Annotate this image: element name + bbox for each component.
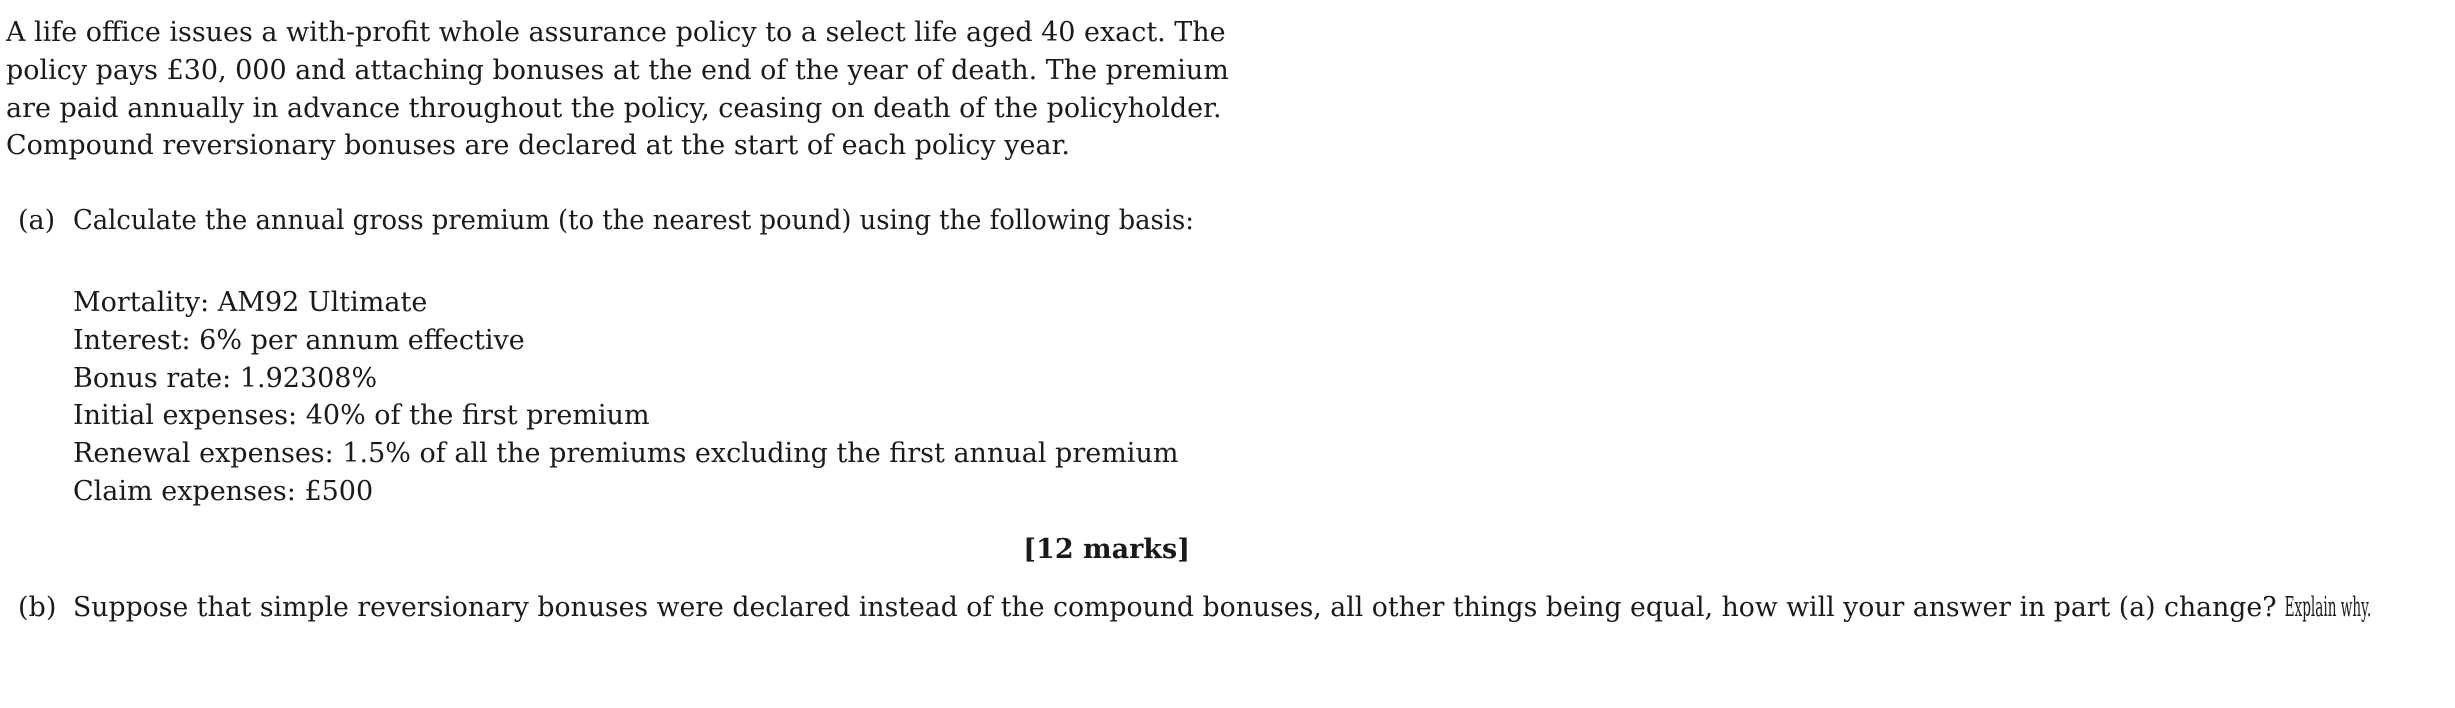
basis-list [73, 284, 1178, 511]
basis-item-renewal-expenses: Renewal expenses: 1.5% of all the premiums excluding the first annual premium [73, 438, 1179, 470]
basis-item-initial-expenses: Initial expenses: 40% of the first premium [73, 400, 650, 432]
part-a-text: Calculate the annual gross premium (to the nearest pound) using the following basis: [73, 205, 1194, 236]
part-b-line: Explain why. [2285, 592, 2372, 623]
basis-item-bonus-rate: Bonus rate: 1.92308% [73, 362, 378, 394]
intro-line: A life office issues a with-profit whole assurance policy to a select life aged 40 exact. The [6, 17, 1226, 48]
part-b-line: Suppose that simple reversionary bonuses were declared instead of the compound [73, 592, 1195, 623]
part-b-text [73, 589, 2455, 627]
part-a-label: (a) [18, 205, 56, 236]
question-intro [6, 14, 1229, 165]
basis-item-interest: Interest: 6% per annum effective [73, 324, 525, 356]
basis-item-mortality: Mortality: AM92 Ultimate [73, 287, 428, 318]
basis-item-claim-expenses: Claim expenses: £500 [73, 475, 374, 507]
intro-line: are paid annually in advance throughout the policy, ceasing on death of the policyholder. [6, 92, 1222, 124]
part-b-label: (b) [18, 592, 57, 623]
intro-line: Compound reversionary bonuses are declared at the start of each policy year. [6, 130, 1071, 162]
part-b-line: bonuses, all other things being equal, how will your answer in part (a) change? [1202, 592, 2277, 623]
marks-label: [12 marks] [1023, 534, 1190, 565]
intro-line: policy pays £30, 000 and attaching bonuses at the end of the year of death. The premium [6, 54, 1229, 86]
